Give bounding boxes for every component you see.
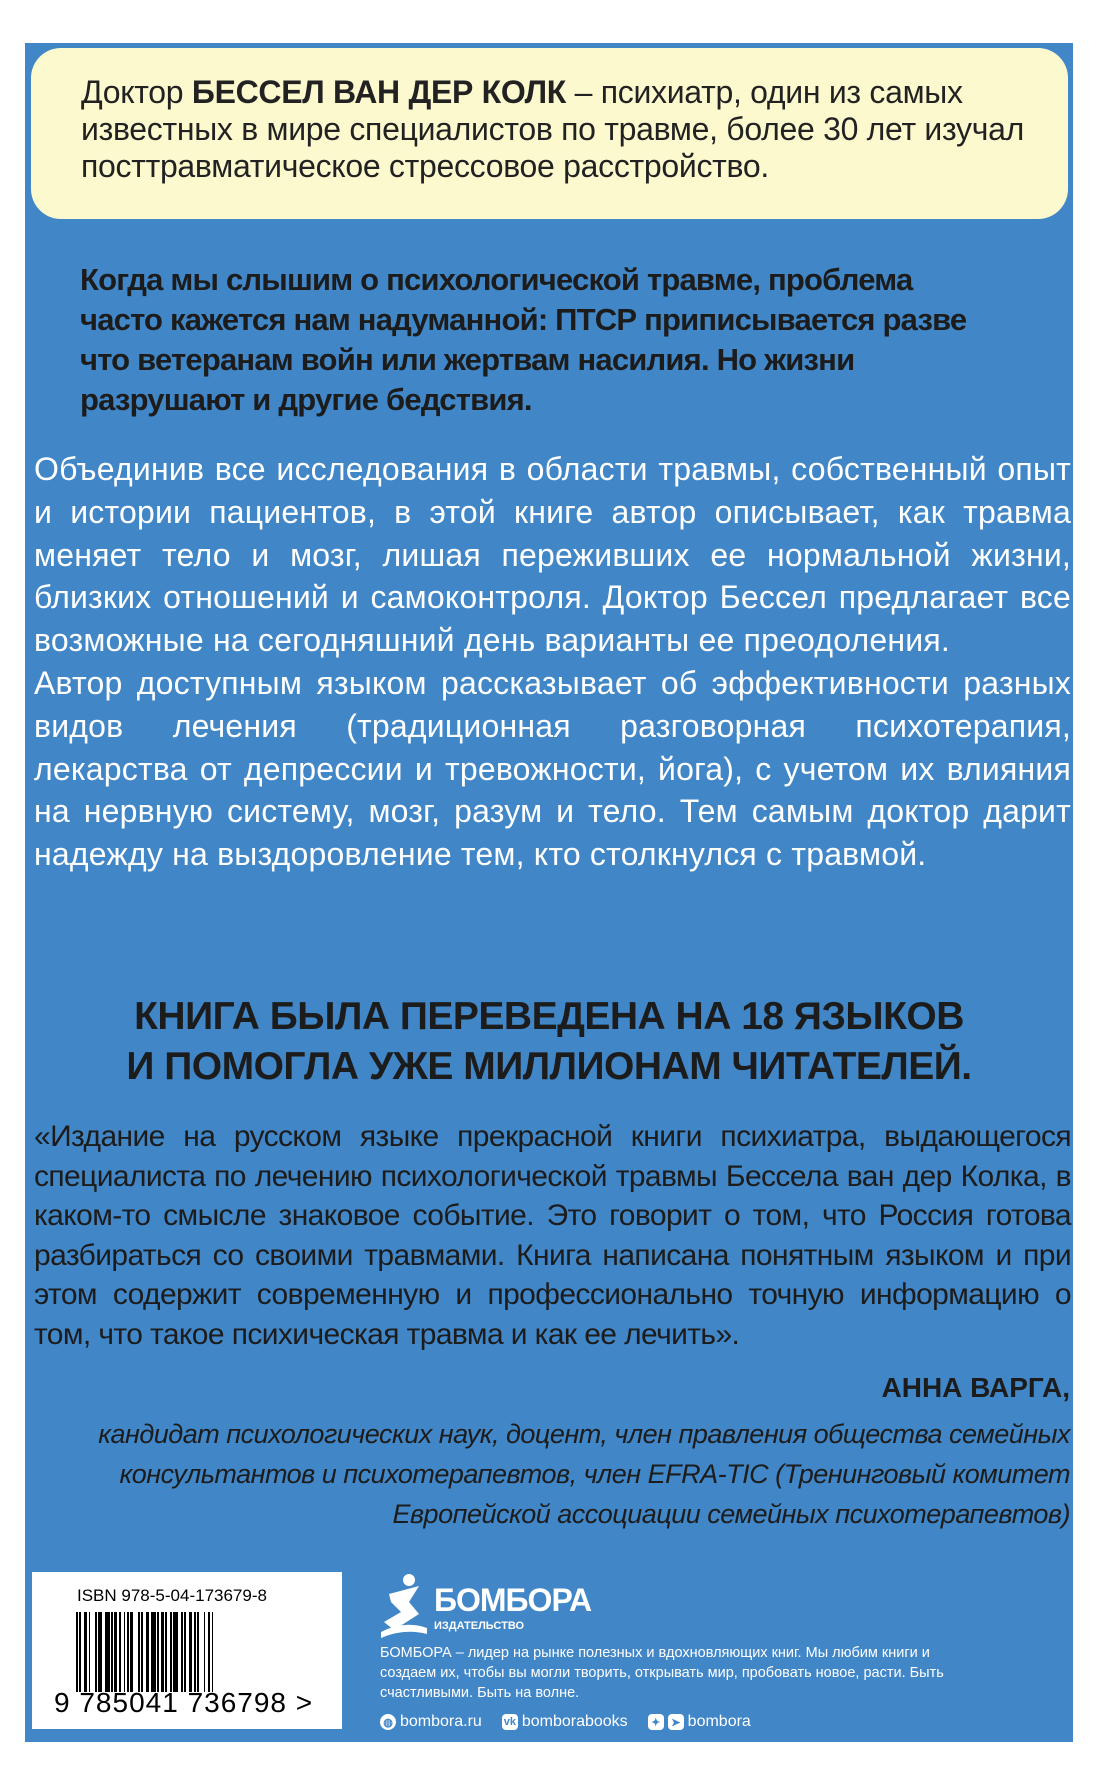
- publisher-name: БОМБОРА: [434, 1582, 592, 1618]
- author-name: БЕССЕЛ ВАН ДЕР КОЛК: [191, 74, 567, 110]
- isbn: ISBN 978-5-04-173679-8: [77, 1586, 267, 1605]
- description-paragraph: Автор доступным языком рассказывает об эффективности разных видов лечения (традиционная разговорная психотерапия, лекарства от депрессии и тревожности, йога), с учетом их влияния на нервную систему, мозг, разум и тело. Тем самым доктор дарит надежду на выздоровление тем, кто столкнулся с травмой.: [34, 664, 1071, 873]
- social-label: bombora: [687, 1713, 751, 1730]
- lead-paragraph: Когда мы слышим о психологической травме, проблема часто кажется нам надуманной: ПТСР приписывается разве что ветеранам войн или жертвам насилия. Но жизни разрушают и другие бедствия.: [80, 262, 967, 417]
- headline-line: И ПОМОГЛА УЖЕ МИЛЛИОНАМ ЧИТАТЕЛЕЙ.: [126, 1045, 972, 1088]
- social-link-telegram[interactable]: [648, 1713, 751, 1731]
- intro-text: – психиатр, один из самых известных в мире специалистов по травме, более 30 лет изучал посттравматическое стрессовое расстройство.: [81, 74, 1024, 184]
- publisher-about: БОМБОРА – лидер на рынке полезных и вдохновляющих книг. Мы любим книги и создаем их, чтобы вы могли творить, открывать мир, пробовать новое, расти. Быть счастливыми. Быть на волне.: [380, 1645, 944, 1701]
- social-link-site[interactable]: [380, 1713, 482, 1731]
- review-author: АННА ВАРГА,: [881, 1372, 1070, 1403]
- barcode-digits: 9 785041 736798 >: [54, 1687, 314, 1718]
- intro-prefix: Доктор: [81, 74, 192, 110]
- globe-icon: ◍: [380, 1714, 396, 1730]
- star-icon: ✦: [648, 1714, 664, 1730]
- headline-line: КНИГА БЫЛА ПЕРЕВЕДЕНА НА 18 ЯЗЫКОВ: [134, 995, 964, 1038]
- barcode-box: [32, 1572, 342, 1729]
- surfer-icon: [379, 1572, 429, 1638]
- vk-icon: vk: [503, 1716, 516, 1728]
- social-links: [380, 1713, 751, 1731]
- description-paragraph: Объединив все исследования в области травмы, собственный опыт и истории пациентов, в этой книге автор описывает, как травма меняет тело и мозг, лишая переживших ее нормальной жизни, близких отношений и самоконтроля. Доктор Бессел предлагает все возможные на сегодняшний день варианты ее преодоления.: [34, 451, 1071, 659]
- author-intro: [81, 74, 1041, 185]
- barcode-icon: [76, 1612, 215, 1692]
- publisher-sub: ИЗДАТЕЛЬСТВО: [434, 1620, 525, 1632]
- social-link-vk[interactable]: [502, 1713, 628, 1731]
- description: [34, 448, 1071, 876]
- social-label: bombora.ru: [400, 1713, 482, 1730]
- telegram-icon: ➤: [668, 1714, 684, 1730]
- publisher-logo: [379, 1572, 599, 1638]
- review-quote: «Издание на русском языке прекрасной книги психиатра, выдающегося специалиста по лечению психологической травмы Бессела ван дер Колка, в каком-то смысле знаковое событие. Это говорит о том, что Россия готова разбираться со своими травмами. Книга написана понятным языком и при этом содержит современную и профессионально точную информацию о том, что такое психическая травма и как ее лечить».: [34, 1120, 1071, 1351]
- headline: [25, 992, 1073, 1092]
- barcode-bar: [213, 1612, 215, 1692]
- social-label: bomborabooks: [521, 1713, 628, 1730]
- review-credentials: кандидат психологических наук, доцент, член правления общества семейных консультантов и психотерапевтов, член EFRA-TIC (Тренинговый комитет Европейской ассоциации семейных психотерапевтов): [98, 1419, 1070, 1529]
